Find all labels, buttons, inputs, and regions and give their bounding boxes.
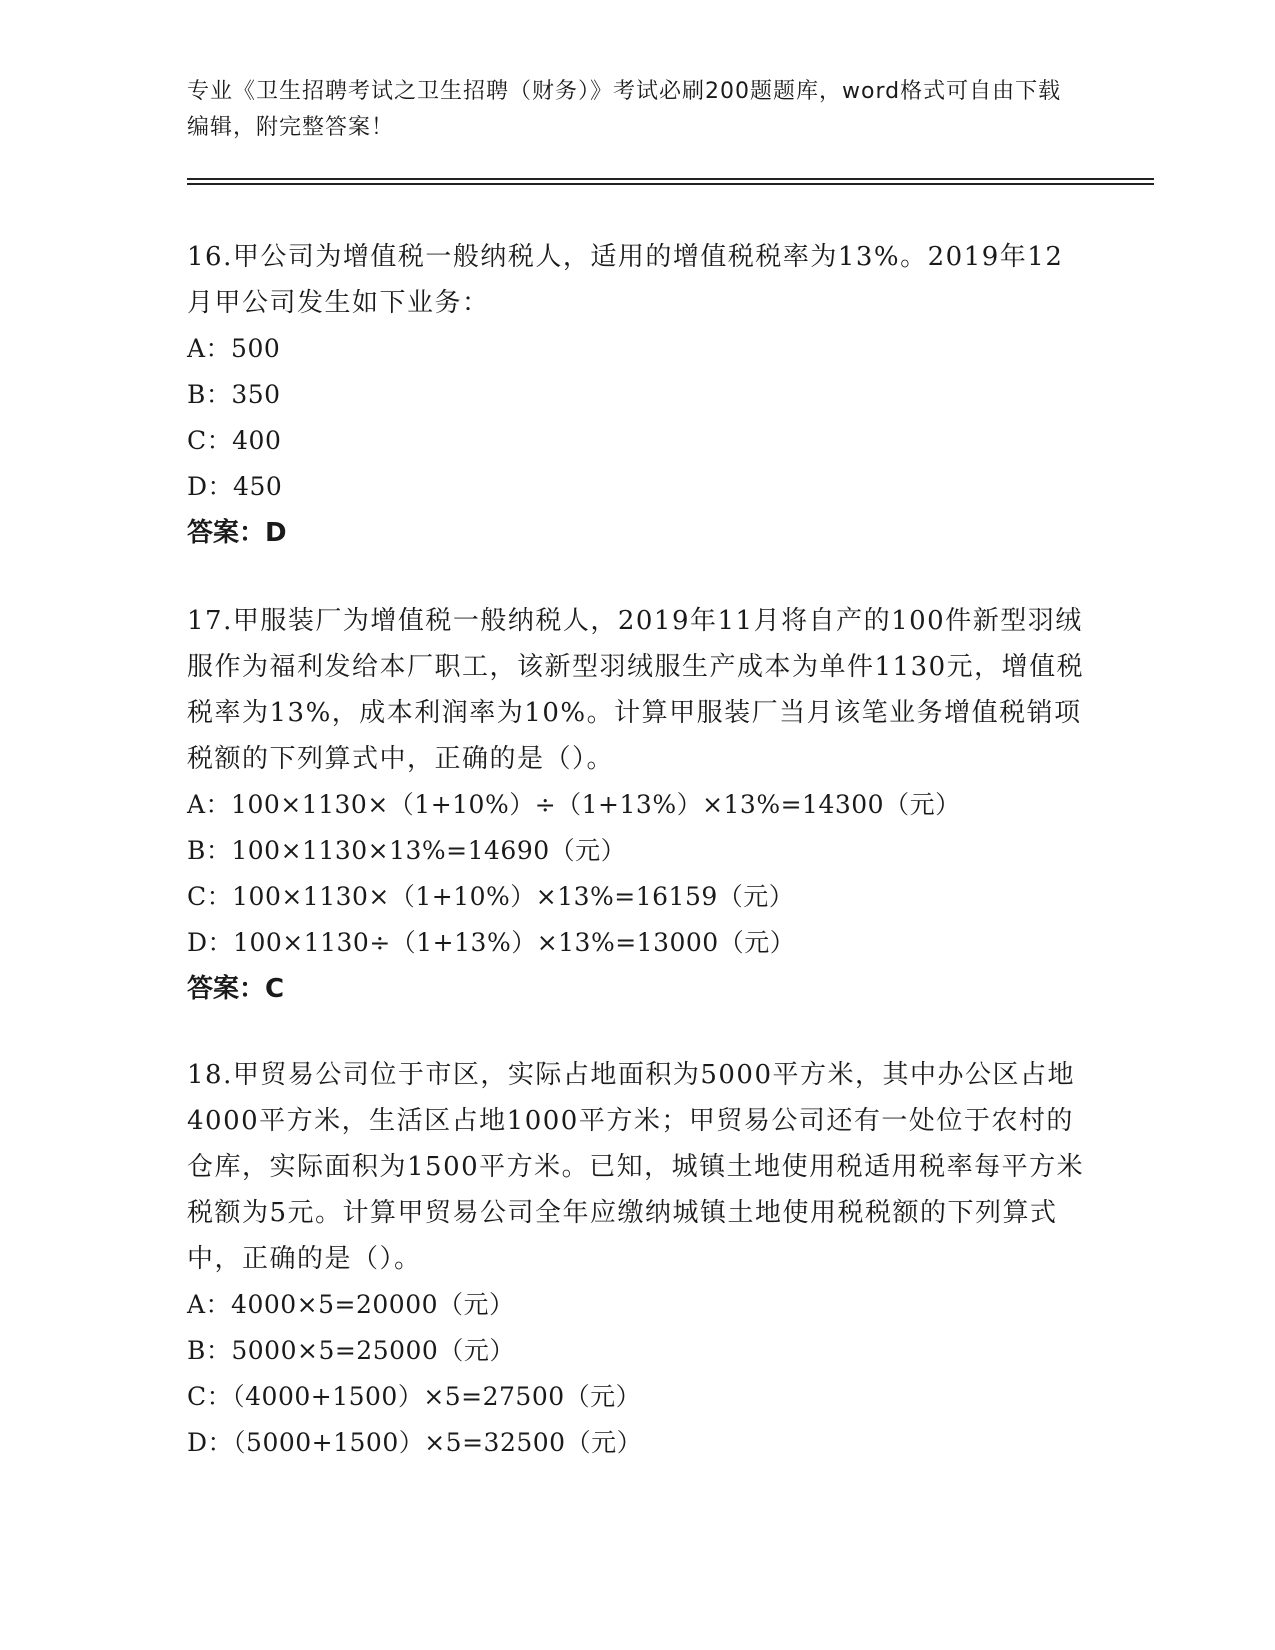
option-d: D：（5000+1500）×5=32500（元） <box>187 1428 643 1457</box>
option-a: A：500 <box>187 334 281 363</box>
header-divider-top <box>187 178 1154 180</box>
question-stem: 16.甲公司为增值税一般纳税人，适用的增值税税率为13%。2019年12月甲公司发生如下业务： <box>187 242 1064 318</box>
answer: 答案：D <box>187 518 287 548</box>
option-a: A：4000×5=20000（元） <box>187 1290 515 1319</box>
question-stem: 18.甲贸易公司位于市区，实际占地面积为5000平方米，其中办公区占地4000平方米，生活区占地1000平方米；甲贸易公司还有一处位于农村的仓库，实际面积为1500平方米。已知，城镇土地使用税适用税率每平方米税额为5元。计算甲贸易公司全年应缴纳城镇土地使用税税额的下列算式中，正确的是（）。 <box>187 1060 1085 1274</box>
question-16 <box>187 234 1087 556</box>
question-17 <box>187 598 1087 1012</box>
document-header: 专业《卫生招聘考试之卫生招聘（财务）》考试必刷200题题库，word格式可自由下载编辑，附完整答案！ <box>187 79 1062 140</box>
option-b: B：5000×5=25000（元） <box>187 1336 515 1365</box>
option-a: A：100×1130×（1+10%）÷（1+13%）×13%=14300（元） <box>187 790 961 819</box>
option-c: C：（4000+1500）×5=27500（元） <box>187 1382 642 1411</box>
question-stem: 17.甲服装厂为增值税一般纳税人，2019年11月将自产的100件新型羽绒服作为福利发给本厂职工，该新型羽绒服生产成本为单件1130元，增值税税率为13%，成本利润率为10%。计算甲服装厂当月该笔业务增值税销项税额的下列算式中，正确的是（）。 <box>187 606 1085 774</box>
answer: 答案：C <box>187 974 285 1004</box>
header-divider-bottom <box>187 183 1154 185</box>
option-b: B：100×1130×13%=14690（元） <box>187 836 627 865</box>
option-d: D：100×1130÷（1+13%）×13%=13000（元） <box>187 928 796 957</box>
option-d: D：450 <box>187 472 283 501</box>
option-c: C：400 <box>187 426 282 455</box>
question-18 <box>187 1052 1087 1466</box>
option-b: B：350 <box>187 380 281 409</box>
option-c: C：100×1130×（1+10%）×13%=16159（元） <box>187 882 795 911</box>
